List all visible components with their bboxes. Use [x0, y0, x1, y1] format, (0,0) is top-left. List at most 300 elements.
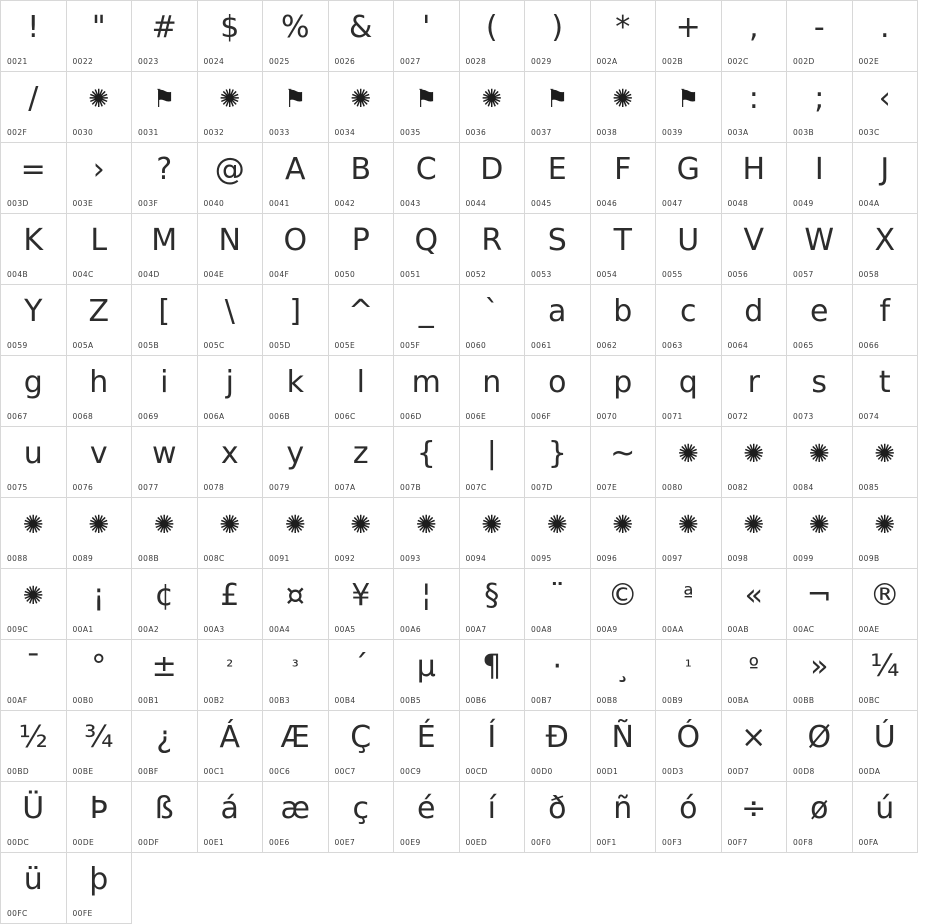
glyph-character: p — [613, 365, 633, 400]
glyph-unicode-code: 0050 — [334, 270, 356, 279]
glyph-unicode-code: 0036 — [465, 128, 487, 137]
glyph-character: ✺ — [219, 84, 241, 113]
glyph-unicode-code: 0051 — [400, 270, 421, 279]
glyph-cell[interactable] — [460, 569, 526, 640]
glyph-cell[interactable] — [656, 356, 722, 427]
glyph-unicode-code: 0060 — [465, 341, 487, 350]
glyph-unicode-code: 0026 — [334, 57, 356, 66]
glyph-unicode-code: 002D — [793, 57, 815, 66]
glyph-cell[interactable] — [198, 640, 264, 711]
glyph-cell[interactable] — [460, 427, 526, 498]
glyph-unicode-code: 00AC — [793, 625, 815, 634]
glyph-character: ° — [91, 649, 107, 684]
glyph-unicode-code: 00C1 — [203, 767, 225, 776]
glyph-cell[interactable] — [591, 285, 657, 356]
glyph-unicode-code: 0041 — [269, 199, 290, 208]
glyph-cell[interactable] — [525, 1, 591, 72]
glyph-character: ¯ — [25, 649, 41, 684]
glyph-cell[interactable] — [67, 72, 133, 143]
glyph-character: ç — [352, 791, 369, 826]
glyph-cell[interactable] — [853, 569, 919, 640]
glyph-cell[interactable] — [656, 711, 722, 782]
glyph-unicode-code: 008C — [203, 554, 225, 563]
glyph-character: Ç — [350, 720, 372, 755]
glyph-cell-empty — [394, 853, 460, 924]
glyph-cell[interactable] — [656, 214, 722, 285]
glyph-unicode-code: 006E — [465, 412, 487, 421]
glyph-cell[interactable] — [198, 427, 264, 498]
glyph-cell[interactable] — [787, 498, 853, 569]
glyph-unicode-code: 00BC — [858, 696, 880, 705]
glyph-cell[interactable] — [591, 356, 657, 427]
glyph-cell[interactable] — [1, 640, 67, 711]
glyph-unicode-code: 002B — [662, 57, 684, 66]
glyph-character: ¼ — [870, 649, 900, 684]
glyph-character: . — [879, 10, 890, 45]
glyph-unicode-code: 0080 — [662, 483, 683, 492]
glyph-cell[interactable] — [329, 1, 395, 72]
glyph-unicode-code: 00B5 — [400, 696, 422, 705]
glyph-cell[interactable] — [198, 72, 264, 143]
glyph-cell[interactable] — [1, 143, 67, 214]
glyph-cell[interactable] — [1, 356, 67, 427]
glyph-cell[interactable] — [853, 72, 919, 143]
glyph-cell[interactable] — [198, 782, 264, 853]
glyph-character: ✺ — [874, 510, 896, 539]
glyph-cell[interactable] — [722, 427, 788, 498]
glyph-unicode-code: 008B — [138, 554, 160, 563]
glyph-cell[interactable] — [525, 356, 591, 427]
glyph-character: ✺ — [284, 510, 306, 539]
glyph-character: v — [89, 436, 108, 471]
glyph-cell[interactable] — [722, 285, 788, 356]
glyph-cell[interactable] — [787, 569, 853, 640]
glyph-cell[interactable] — [263, 427, 329, 498]
glyph-character: { — [416, 436, 436, 471]
glyph-cell[interactable] — [525, 569, 591, 640]
glyph-cell[interactable] — [198, 711, 264, 782]
glyph-cell[interactable] — [132, 1, 198, 72]
glyph-cell-empty — [198, 853, 264, 924]
glyph-character: á — [220, 791, 239, 826]
glyph-character: Ø — [807, 720, 832, 755]
glyph-cell[interactable] — [525, 782, 591, 853]
glyph-unicode-code: 0073 — [793, 412, 814, 421]
glyph-cell[interactable] — [787, 640, 853, 711]
glyph-unicode-code: 004E — [203, 270, 225, 279]
glyph-unicode-code: 0075 — [7, 483, 28, 492]
glyph-cell[interactable] — [263, 72, 329, 143]
glyph-character: ⚑ — [546, 84, 569, 113]
glyph-character: b — [613, 294, 633, 329]
glyph-cell[interactable] — [525, 72, 591, 143]
glyph-cell[interactable] — [722, 782, 788, 853]
glyph-cell[interactable] — [329, 427, 395, 498]
glyph-cell[interactable] — [67, 143, 133, 214]
glyph-cell[interactable] — [787, 1, 853, 72]
glyph-unicode-code: 0095 — [531, 554, 552, 563]
glyph-unicode-code: 0022 — [72, 57, 94, 66]
glyph-cell[interactable] — [394, 72, 460, 143]
glyph-character: K — [23, 223, 44, 258]
glyph-character: ✺ — [350, 510, 372, 539]
glyph-cell[interactable] — [853, 498, 919, 569]
glyph-unicode-code: 0055 — [662, 270, 683, 279]
glyph-cell[interactable] — [1, 782, 67, 853]
glyph-character: l — [356, 365, 365, 400]
glyph-cell[interactable] — [656, 285, 722, 356]
glyph-cell[interactable] — [394, 498, 460, 569]
glyph-cell[interactable] — [198, 1, 264, 72]
glyph-cell[interactable] — [722, 356, 788, 427]
glyph-cell[interactable] — [67, 711, 133, 782]
glyph-cell[interactable] — [591, 711, 657, 782]
glyph-cell[interactable] — [722, 711, 788, 782]
glyph-character: ✺ — [677, 510, 699, 539]
glyph-cell[interactable] — [394, 782, 460, 853]
glyph-cell[interactable] — [656, 72, 722, 143]
glyph-unicode-code: 00DF — [138, 838, 160, 847]
glyph-cell[interactable] — [67, 427, 133, 498]
glyph-cell[interactable] — [460, 143, 526, 214]
glyph-unicode-code: 00FE — [72, 909, 93, 918]
glyph-character: ß — [154, 791, 174, 826]
glyph-cell[interactable] — [656, 569, 722, 640]
glyph-cell[interactable] — [853, 782, 919, 853]
glyph-character: Ñ — [611, 720, 634, 755]
glyph-cell[interactable] — [394, 1, 460, 72]
glyph-cell[interactable] — [263, 214, 329, 285]
glyph-unicode-code: 0029 — [531, 57, 552, 66]
glyph-cell[interactable] — [1, 285, 67, 356]
glyph-cell[interactable] — [787, 143, 853, 214]
glyph-cell[interactable] — [722, 498, 788, 569]
glyph-cell[interactable] — [722, 569, 788, 640]
glyph-character: H — [742, 152, 766, 187]
glyph-unicode-code: 00A4 — [269, 625, 291, 634]
glyph-character: ] — [289, 294, 302, 329]
glyph-character: E — [547, 152, 567, 187]
glyph-cell[interactable] — [394, 427, 460, 498]
glyph-cell[interactable] — [787, 214, 853, 285]
glyph-character: : — [748, 81, 759, 116]
glyph-row — [1, 853, 918, 924]
glyph-cell[interactable] — [263, 1, 329, 72]
glyph-cell[interactable] — [263, 640, 329, 711]
glyph-cell[interactable] — [460, 356, 526, 427]
glyph-unicode-code: 0058 — [858, 270, 880, 279]
glyph-unicode-code: 00DA — [858, 767, 881, 776]
glyph-cell[interactable] — [132, 285, 198, 356]
glyph-cell[interactable] — [853, 143, 919, 214]
glyph-cell[interactable] — [656, 1, 722, 72]
glyph-cell[interactable] — [1, 214, 67, 285]
glyph-character: º — [748, 654, 759, 679]
glyph-cell[interactable] — [263, 569, 329, 640]
glyph-cell[interactable] — [263, 143, 329, 214]
glyph-cell[interactable] — [132, 498, 198, 569]
glyph-cell[interactable] — [67, 1, 133, 72]
glyph-character: ✺ — [22, 581, 44, 610]
glyph-unicode-code: 00F0 — [531, 838, 552, 847]
glyph-cell[interactable] — [329, 72, 395, 143]
glyph-character: X — [874, 223, 896, 258]
glyph-cell[interactable] — [853, 1, 919, 72]
glyph-cell[interactable] — [460, 711, 526, 782]
glyph-cell[interactable] — [67, 853, 133, 924]
glyph-character: ó — [679, 791, 698, 826]
glyph-unicode-code: 00BB — [793, 696, 815, 705]
glyph-character: ¾ — [84, 720, 114, 755]
glyph-character: ✺ — [546, 510, 568, 539]
glyph-character: ¸ — [615, 649, 631, 684]
glyph-cell[interactable] — [787, 356, 853, 427]
glyph-character: / — [28, 81, 39, 116]
glyph-cell[interactable] — [132, 782, 198, 853]
glyph-cell[interactable] — [656, 640, 722, 711]
glyph-cell[interactable] — [591, 427, 657, 498]
glyph-cell[interactable] — [656, 143, 722, 214]
glyph-cell[interactable] — [525, 214, 591, 285]
glyph-cell[interactable] — [263, 711, 329, 782]
glyph-character: ð — [548, 791, 567, 826]
glyph-cell[interactable] — [525, 427, 591, 498]
glyph-cell[interactable] — [722, 214, 788, 285]
glyph-cell[interactable] — [656, 498, 722, 569]
glyph-cell[interactable] — [1, 1, 67, 72]
glyph-cell[interactable] — [1, 569, 67, 640]
glyph-cell[interactable] — [263, 356, 329, 427]
glyph-unicode-code: 0053 — [531, 270, 552, 279]
glyph-character: ² — [226, 657, 234, 677]
glyph-cell[interactable] — [1, 72, 67, 143]
glyph-cell[interactable] — [787, 782, 853, 853]
glyph-unicode-code: 00E9 — [400, 838, 421, 847]
glyph-character: ✺ — [743, 510, 765, 539]
glyph-cell[interactable] — [67, 214, 133, 285]
glyph-cell[interactable] — [198, 569, 264, 640]
glyph-cell-empty — [722, 853, 788, 924]
glyph-cell[interactable] — [1, 498, 67, 569]
glyph-cell[interactable] — [329, 569, 395, 640]
glyph-unicode-code: 00B9 — [662, 696, 684, 705]
glyph-unicode-code: 00E1 — [203, 838, 225, 847]
glyph-unicode-code: 009C — [7, 625, 29, 634]
glyph-character: ⚑ — [153, 84, 176, 113]
glyph-cell[interactable] — [853, 640, 919, 711]
glyph-cell[interactable] — [132, 72, 198, 143]
glyph-character: ✺ — [808, 510, 830, 539]
glyph-cell[interactable] — [787, 711, 853, 782]
glyph-row — [1, 782, 918, 853]
glyph-cell[interactable] — [853, 356, 919, 427]
glyph-cell[interactable] — [132, 356, 198, 427]
glyph-cell[interactable] — [853, 711, 919, 782]
glyph-unicode-code: 00D0 — [531, 767, 553, 776]
glyph-cell[interactable] — [525, 285, 591, 356]
glyph-character: É — [416, 720, 436, 755]
glyph-unicode-code: 003C — [858, 128, 880, 137]
glyph-cell[interactable] — [853, 285, 919, 356]
glyph-cell[interactable] — [591, 214, 657, 285]
glyph-cell[interactable] — [591, 1, 657, 72]
glyph-character: ¡ — [92, 578, 105, 613]
glyph-cell[interactable] — [67, 498, 133, 569]
glyph-unicode-code: 007D — [531, 483, 553, 492]
glyph-cell[interactable] — [1, 427, 67, 498]
glyph-unicode-code: 0074 — [858, 412, 880, 421]
glyph-unicode-code: 0025 — [269, 57, 290, 66]
glyph-cell[interactable] — [460, 640, 526, 711]
glyph-character: ~ — [610, 436, 636, 471]
glyph-cell[interactable] — [525, 640, 591, 711]
glyph-cell[interactable] — [329, 143, 395, 214]
glyph-cell[interactable] — [263, 285, 329, 356]
glyph-cell[interactable] — [722, 72, 788, 143]
glyph-character: ; — [814, 81, 825, 116]
glyph-cell[interactable] — [591, 72, 657, 143]
glyph-unicode-code: 00C9 — [400, 767, 422, 776]
glyph-cell[interactable] — [525, 498, 591, 569]
glyph-unicode-code: 004C — [72, 270, 94, 279]
glyph-unicode-code: 0042 — [334, 199, 356, 208]
glyph-row — [1, 569, 918, 640]
glyph-character: } — [547, 436, 567, 471]
glyph-cell[interactable] — [591, 640, 657, 711]
glyph-cell[interactable] — [525, 143, 591, 214]
glyph-cell[interactable] — [591, 143, 657, 214]
glyph-cell[interactable] — [67, 640, 133, 711]
glyph-cell[interactable] — [198, 285, 264, 356]
glyph-unicode-code: 00D7 — [727, 767, 750, 776]
glyph-cell[interactable] — [132, 214, 198, 285]
glyph-cell[interactable] — [394, 143, 460, 214]
glyph-character: x — [220, 436, 239, 471]
glyph-cell[interactable] — [198, 214, 264, 285]
glyph-character: o — [548, 365, 567, 400]
glyph-cell[interactable] — [329, 498, 395, 569]
glyph-cell[interactable] — [132, 143, 198, 214]
glyph-cell[interactable] — [460, 72, 526, 143]
glyph-character: ¤ — [285, 578, 305, 613]
glyph-cell[interactable] — [460, 782, 526, 853]
glyph-cell[interactable] — [853, 427, 919, 498]
glyph-cell[interactable] — [329, 640, 395, 711]
glyph-unicode-code: 0052 — [465, 270, 487, 279]
glyph-unicode-code: 00AE — [858, 625, 880, 634]
glyph-unicode-code: 0049 — [793, 199, 814, 208]
glyph-unicode-code: 0061 — [531, 341, 552, 350]
glyph-cell[interactable] — [132, 640, 198, 711]
glyph-cell[interactable] — [198, 356, 264, 427]
glyph-cell[interactable] — [394, 356, 460, 427]
glyph-cell[interactable] — [460, 214, 526, 285]
glyph-character: ú — [875, 791, 895, 826]
glyph-cell[interactable] — [591, 569, 657, 640]
glyph-cell[interactable] — [329, 711, 395, 782]
glyph-character: P — [351, 223, 370, 258]
glyph-character: Í — [487, 720, 497, 755]
glyph-cell[interactable] — [722, 1, 788, 72]
glyph-character: ✺ — [481, 510, 503, 539]
glyph-cell[interactable] — [1, 853, 67, 924]
glyph-cell[interactable] — [787, 285, 853, 356]
glyph-unicode-code: 0031 — [138, 128, 159, 137]
glyph-cell[interactable] — [198, 143, 264, 214]
glyph-character: " — [91, 10, 106, 45]
glyph-character: B — [350, 152, 372, 187]
glyph-cell[interactable] — [394, 569, 460, 640]
glyph-cell[interactable] — [329, 356, 395, 427]
glyph-cell[interactable] — [132, 569, 198, 640]
glyph-cell[interactable] — [132, 711, 198, 782]
glyph-cell[interactable] — [1, 711, 67, 782]
glyph-cell[interactable] — [460, 285, 526, 356]
glyph-unicode-code: 0021 — [7, 57, 28, 66]
glyph-cell[interactable] — [67, 285, 133, 356]
glyph-cell[interactable] — [67, 356, 133, 427]
glyph-cell[interactable] — [722, 143, 788, 214]
glyph-character: « — [744, 578, 763, 613]
glyph-unicode-code: 00BF — [138, 767, 159, 776]
glyph-cell[interactable] — [460, 1, 526, 72]
glyph-cell[interactable] — [525, 711, 591, 782]
glyph-cell[interactable] — [656, 427, 722, 498]
glyph-character: ) — [551, 10, 564, 45]
glyph-unicode-code: 0093 — [400, 554, 421, 563]
glyph-unicode-code: 0070 — [596, 412, 618, 421]
glyph-cell[interactable] — [853, 214, 919, 285]
glyph-cell[interactable] — [394, 285, 460, 356]
glyph-cell[interactable] — [722, 640, 788, 711]
glyph-cell[interactable] — [460, 498, 526, 569]
glyph-unicode-code: 009B — [858, 554, 880, 563]
glyph-cell[interactable] — [656, 782, 722, 853]
glyph-cell[interactable] — [787, 427, 853, 498]
glyph-unicode-code: 0072 — [727, 412, 749, 421]
glyph-unicode-code: 00A6 — [400, 625, 422, 634]
glyph-cell[interactable] — [67, 569, 133, 640]
glyph-unicode-code: 0091 — [269, 554, 290, 563]
glyph-cell[interactable] — [787, 72, 853, 143]
glyph-cell[interactable] — [329, 782, 395, 853]
glyph-unicode-code: 0071 — [662, 412, 683, 421]
glyph-character: ✺ — [612, 510, 634, 539]
glyph-character: ✺ — [677, 439, 699, 468]
glyph-character: Á — [219, 720, 241, 755]
glyph-row — [1, 498, 918, 569]
glyph-cell[interactable] — [394, 214, 460, 285]
glyph-cell[interactable] — [394, 711, 460, 782]
glyph-unicode-code: 00ED — [465, 838, 488, 847]
glyph-unicode-code: 0047 — [662, 199, 683, 208]
glyph-unicode-code: 0097 — [662, 554, 683, 563]
glyph-cell[interactable] — [591, 498, 657, 569]
glyph-cell[interactable] — [329, 285, 395, 356]
glyph-cell[interactable] — [329, 214, 395, 285]
glyph-unicode-code: 007A — [334, 483, 356, 492]
glyph-cell[interactable] — [198, 498, 264, 569]
glyph-cell[interactable] — [591, 782, 657, 853]
glyph-cell[interactable] — [67, 782, 133, 853]
glyph-character: ü — [23, 862, 43, 897]
glyph-cell[interactable] — [394, 640, 460, 711]
glyph-cell[interactable] — [263, 782, 329, 853]
glyph-cell[interactable] — [263, 498, 329, 569]
glyph-cell[interactable] — [132, 427, 198, 498]
glyph-character: ¥ — [351, 578, 371, 613]
glyph-unicode-code: 0084 — [793, 483, 814, 492]
